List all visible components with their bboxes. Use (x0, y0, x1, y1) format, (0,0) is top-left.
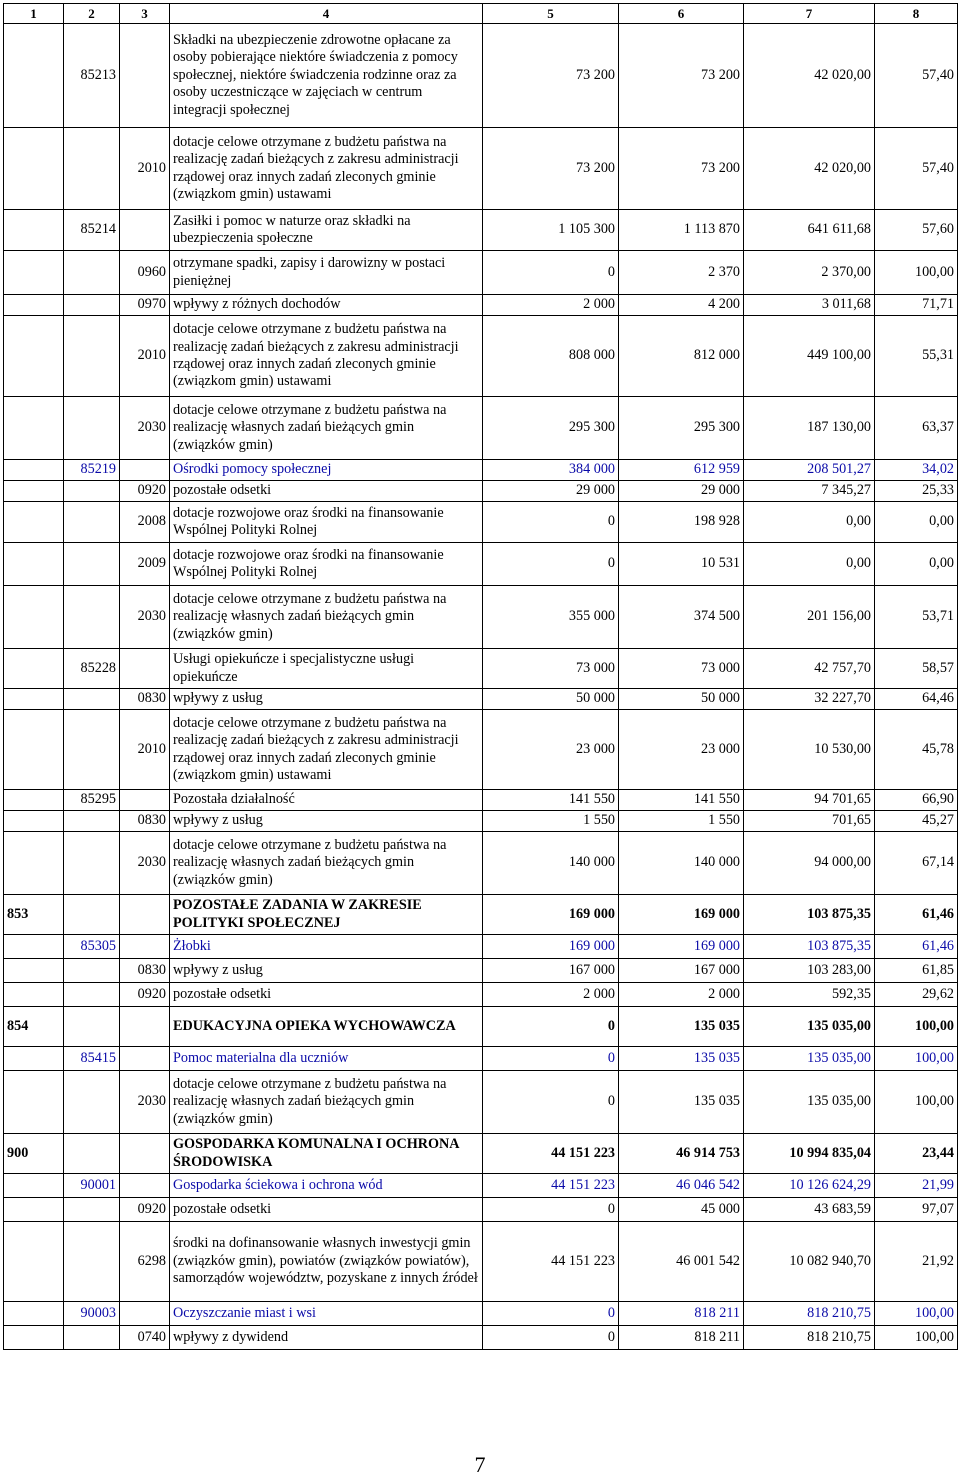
chapter-code (64, 1071, 120, 1134)
plan-after-changes: 23 000 (619, 710, 744, 790)
paragraph-row (4, 1222, 958, 1302)
execution-percent: 23,44 (875, 1134, 958, 1174)
plan-amount: 73 200 (483, 128, 619, 210)
description: Składki na ubezpieczenie zdrowotne opłacane za osoby pobierające niektóre świadczenia z pomocy społecznej, niektóre świadczenia rodzinne oraz za osoby uczestniczące w zajęciach w centrum integracji społecznej (170, 24, 483, 128)
chapter-code (64, 1007, 120, 1047)
description: Zasiłki i pomoc w naturze oraz składki na ubezpieczenia społeczne (170, 210, 483, 251)
paragraph-code: 2009 (120, 543, 170, 586)
execution-percent: 67,14 (875, 832, 958, 895)
execution-amount: 103 283,00 (744, 959, 875, 983)
chapter-row (4, 210, 958, 251)
chapter-code (64, 832, 120, 895)
description: dotacje celowe otrzymane z budżetu państwa na realizację własnych zadań bieżących gmin (związków gmin) (170, 1071, 483, 1134)
paragraph-row (4, 586, 958, 649)
plan-after-changes: 1 550 (619, 811, 744, 832)
paragraph-code: 0920 (120, 481, 170, 502)
paragraph-code: 0830 (120, 689, 170, 710)
plan-after-changes: 818 211 (619, 1326, 744, 1350)
plan-after-changes: 1 113 870 (619, 210, 744, 251)
chapter-code (64, 1198, 120, 1222)
chapter-code: 85305 (64, 935, 120, 959)
plan-after-changes: 135 035 (619, 1047, 744, 1071)
chapter-code: 90003 (64, 1302, 120, 1326)
section-code (4, 251, 64, 295)
execution-percent: 25,33 (875, 481, 958, 502)
paragraph-code (120, 1174, 170, 1198)
chapter-code: 85219 (64, 460, 120, 481)
execution-amount: 94 701,65 (744, 790, 875, 811)
paragraph-code: 0740 (120, 1326, 170, 1350)
execution-amount: 135 035,00 (744, 1071, 875, 1134)
section-code: 854 (4, 1007, 64, 1047)
section-code: 853 (4, 895, 64, 935)
section-code (4, 460, 64, 481)
paragraph-row (4, 832, 958, 895)
paragraph-code: 2010 (120, 710, 170, 790)
paragraph-code: 2010 (120, 128, 170, 210)
execution-percent: 100,00 (875, 1071, 958, 1134)
execution-amount: 42 757,70 (744, 649, 875, 689)
description: wpływy z różnych dochodów (170, 295, 483, 316)
paragraph-code (120, 24, 170, 128)
section-code (4, 959, 64, 983)
plan-amount: 141 550 (483, 790, 619, 811)
paragraph-code: 0960 (120, 251, 170, 295)
chapter-row (4, 460, 958, 481)
section-row (4, 1134, 958, 1174)
section-code (4, 983, 64, 1007)
plan-amount: 0 (483, 1071, 619, 1134)
description: otrzymane spadki, zapisy i darowizny w postaci pieniężnej (170, 251, 483, 295)
plan-amount: 355 000 (483, 586, 619, 649)
chapter-code (64, 983, 120, 1007)
section-code (4, 543, 64, 586)
execution-amount: 10 082 940,70 (744, 1222, 875, 1302)
table-body (4, 4, 958, 1350)
chapter-code: 90001 (64, 1174, 120, 1198)
plan-after-changes: 73 200 (619, 128, 744, 210)
plan-after-changes: 169 000 (619, 895, 744, 935)
execution-amount: 208 501,27 (744, 460, 875, 481)
section-code: 900 (4, 1134, 64, 1174)
paragraph-code: 0920 (120, 983, 170, 1007)
execution-amount: 7 345,27 (744, 481, 875, 502)
plan-amount: 0 (483, 1198, 619, 1222)
paragraph-code: 2010 (120, 316, 170, 397)
description: Ośrodki pomocy społecznej (170, 460, 483, 481)
paragraph-row (4, 959, 958, 983)
description: dotacje rozwojowe oraz środki na finansowanie Wspólnej Polityki Rolnej (170, 543, 483, 586)
execution-percent: 53,71 (875, 586, 958, 649)
execution-percent: 21,92 (875, 1222, 958, 1302)
chapter-code: 85214 (64, 210, 120, 251)
execution-percent: 29,62 (875, 983, 958, 1007)
description: dotacje celowe otrzymane z budżetu państwa na realizację własnych zadań bieżących gmin (związków gmin) (170, 832, 483, 895)
description: Gospodarka ściekowa i ochrona wód (170, 1174, 483, 1198)
chapter-code (64, 251, 120, 295)
paragraph-row (4, 983, 958, 1007)
plan-after-changes: 4 200 (619, 295, 744, 316)
plan-amount: 169 000 (483, 895, 619, 935)
execution-amount: 201 156,00 (744, 586, 875, 649)
execution-amount: 0,00 (744, 502, 875, 543)
execution-percent: 63,37 (875, 397, 958, 460)
description: GOSPODARKA KOMUNALNA I OCHRONA ŚRODOWISKA (170, 1134, 483, 1174)
paragraph-code (120, 1007, 170, 1047)
execution-percent: 45,27 (875, 811, 958, 832)
section-code (4, 128, 64, 210)
section-code (4, 1222, 64, 1302)
chapter-code (64, 128, 120, 210)
description: pozostałe odsetki (170, 1198, 483, 1222)
plan-after-changes: 141 550 (619, 790, 744, 811)
paragraph-code: 2030 (120, 397, 170, 460)
execution-amount: 42 020,00 (744, 128, 875, 210)
execution-percent: 55,31 (875, 316, 958, 397)
page-number: 7 (474, 1452, 486, 1477)
description: POZOSTAŁE ZADANIA W ZAKRESIE POLITYKI SPOŁECZNEJ (170, 895, 483, 935)
column-number: 2 (64, 4, 120, 24)
paragraph-row (4, 1071, 958, 1134)
execution-amount: 135 035,00 (744, 1007, 875, 1047)
execution-percent: 58,57 (875, 649, 958, 689)
execution-amount: 43 683,59 (744, 1198, 875, 1222)
paragraph-code (120, 935, 170, 959)
plan-after-changes: 46 914 753 (619, 1134, 744, 1174)
plan-amount: 1 105 300 (483, 210, 619, 251)
paragraph-row (4, 811, 958, 832)
paragraph-row (4, 502, 958, 543)
paragraph-code: 6298 (120, 1222, 170, 1302)
chapter-code (64, 543, 120, 586)
plan-amount: 295 300 (483, 397, 619, 460)
chapter-row (4, 1302, 958, 1326)
execution-amount: 701,65 (744, 811, 875, 832)
chapter-code (64, 811, 120, 832)
section-code (4, 689, 64, 710)
chapter-code: 85295 (64, 790, 120, 811)
execution-percent: 57,40 (875, 128, 958, 210)
execution-percent: 34,02 (875, 460, 958, 481)
execution-percent: 100,00 (875, 251, 958, 295)
description: pozostałe odsetki (170, 481, 483, 502)
chapter-row (4, 935, 958, 959)
section-code (4, 586, 64, 649)
plan-amount: 0 (483, 1326, 619, 1350)
execution-percent: 61,46 (875, 935, 958, 959)
plan-after-changes: 135 035 (619, 1007, 744, 1047)
execution-amount: 135 035,00 (744, 1047, 875, 1071)
plan-after-changes: 73 000 (619, 649, 744, 689)
plan-after-changes: 140 000 (619, 832, 744, 895)
section-code (4, 790, 64, 811)
paragraph-code (120, 895, 170, 935)
column-number: 5 (483, 4, 619, 24)
plan-amount: 73 200 (483, 24, 619, 128)
plan-amount: 2 000 (483, 295, 619, 316)
chapter-code (64, 895, 120, 935)
chapter-code (64, 959, 120, 983)
chapter-code (64, 316, 120, 397)
description: dotacje celowe otrzymane z budżetu państwa na realizację zadań bieżących z zakresu administracji rządowej oraz innych zadań zleconych gminie (związkom gmin) ustawami (170, 710, 483, 790)
plan-amount: 0 (483, 1302, 619, 1326)
plan-after-changes: 46 046 542 (619, 1174, 744, 1198)
chapter-code: 85228 (64, 649, 120, 689)
description: Usługi opiekuńcze i specjalistyczne usługi opiekuńcze (170, 649, 483, 689)
execution-percent: 71,71 (875, 295, 958, 316)
execution-percent: 57,40 (875, 24, 958, 128)
chapter-code: 85415 (64, 1047, 120, 1071)
plan-amount: 44 151 223 (483, 1174, 619, 1198)
section-code (4, 24, 64, 128)
execution-amount: 818 210,75 (744, 1302, 875, 1326)
plan-after-changes: 818 211 (619, 1302, 744, 1326)
plan-after-changes: 374 500 (619, 586, 744, 649)
chapter-code (64, 586, 120, 649)
chapter-code (64, 397, 120, 460)
plan-amount: 2 000 (483, 983, 619, 1007)
section-code (4, 710, 64, 790)
paragraph-row (4, 689, 958, 710)
chapter-code (64, 502, 120, 543)
description: Oczyszczanie miast i wsi (170, 1302, 483, 1326)
execution-percent: 64,46 (875, 689, 958, 710)
section-code (4, 1326, 64, 1350)
paragraph-code: 0920 (120, 1198, 170, 1222)
paragraph-code (120, 460, 170, 481)
plan-amount: 23 000 (483, 710, 619, 790)
paragraph-code (120, 1047, 170, 1071)
execution-amount: 449 100,00 (744, 316, 875, 397)
column-number: 8 (875, 4, 958, 24)
plan-after-changes: 169 000 (619, 935, 744, 959)
paragraph-code (120, 790, 170, 811)
section-code (4, 1198, 64, 1222)
paragraph-code: 0830 (120, 959, 170, 983)
plan-amount: 44 151 223 (483, 1134, 619, 1174)
plan-after-changes: 295 300 (619, 397, 744, 460)
plan-after-changes: 2 000 (619, 983, 744, 1007)
paragraph-code: 2030 (120, 832, 170, 895)
section-code (4, 397, 64, 460)
plan-amount: 140 000 (483, 832, 619, 895)
chapter-code (64, 1134, 120, 1174)
execution-amount: 10 530,00 (744, 710, 875, 790)
execution-amount: 2 370,00 (744, 251, 875, 295)
execution-percent: 66,90 (875, 790, 958, 811)
chapter-row (4, 1174, 958, 1198)
section-code (4, 1174, 64, 1198)
paragraph-code (120, 210, 170, 251)
column-number: 4 (170, 4, 483, 24)
chapter-row (4, 24, 958, 128)
chapter-code (64, 481, 120, 502)
plan-amount: 1 550 (483, 811, 619, 832)
execution-percent: 21,99 (875, 1174, 958, 1198)
plan-amount: 0 (483, 502, 619, 543)
execution-percent: 0,00 (875, 502, 958, 543)
description: Żłobki (170, 935, 483, 959)
description: Pozostała działalność (170, 790, 483, 811)
plan-amount: 384 000 (483, 460, 619, 481)
plan-after-changes: 45 000 (619, 1198, 744, 1222)
paragraph-code: 0970 (120, 295, 170, 316)
description: dotacje celowe otrzymane z budżetu państwa na realizację zadań bieżących z zakresu administracji rządowej oraz innych zadań zleconych gminie (związkom gmin) ustawami (170, 128, 483, 210)
paragraph-row (4, 710, 958, 790)
execution-percent: 100,00 (875, 1326, 958, 1350)
section-code (4, 1302, 64, 1326)
plan-after-changes: 812 000 (619, 316, 744, 397)
plan-after-changes: 612 959 (619, 460, 744, 481)
plan-amount: 0 (483, 1007, 619, 1047)
plan-amount: 0 (483, 1047, 619, 1071)
plan-amount: 29 000 (483, 481, 619, 502)
section-code (4, 1071, 64, 1134)
paragraph-code: 2030 (120, 586, 170, 649)
description: środki na dofinansowanie własnych inwestycji gmin (związków gmin), powiatów (związków powiatów), samorządów województw, pozyskane z innych źródeł (170, 1222, 483, 1302)
execution-percent: 45,78 (875, 710, 958, 790)
paragraph-code: 0830 (120, 811, 170, 832)
section-code (4, 210, 64, 251)
plan-after-changes: 135 035 (619, 1071, 744, 1134)
description: pozostałe odsetki (170, 983, 483, 1007)
section-code (4, 811, 64, 832)
plan-amount: 0 (483, 543, 619, 586)
plan-amount: 50 000 (483, 689, 619, 710)
execution-percent: 97,07 (875, 1198, 958, 1222)
plan-after-changes: 10 531 (619, 543, 744, 586)
column-number: 3 (120, 4, 170, 24)
plan-amount: 73 000 (483, 649, 619, 689)
paragraph-row (4, 316, 958, 397)
section-code (4, 649, 64, 689)
plan-amount: 808 000 (483, 316, 619, 397)
execution-amount: 94 000,00 (744, 832, 875, 895)
plan-after-changes: 46 001 542 (619, 1222, 744, 1302)
paragraph-code: 2030 (120, 1071, 170, 1134)
paragraph-row (4, 1198, 958, 1222)
execution-percent: 100,00 (875, 1302, 958, 1326)
description: dotacje celowe otrzymane z budżetu państwa na realizację własnych zadań bieżących gmin (związków gmin) (170, 586, 483, 649)
section-code (4, 1047, 64, 1071)
paragraph-code (120, 649, 170, 689)
execution-amount: 3 011,68 (744, 295, 875, 316)
paragraph-row (4, 251, 958, 295)
execution-amount: 42 020,00 (744, 24, 875, 128)
description: wpływy z usług (170, 959, 483, 983)
execution-amount: 103 875,35 (744, 935, 875, 959)
budget-table (3, 3, 958, 1350)
column-number-row (4, 4, 958, 24)
plan-amount: 169 000 (483, 935, 619, 959)
paragraph-code: 2008 (120, 502, 170, 543)
chapter-code: 85213 (64, 24, 120, 128)
execution-amount: 187 130,00 (744, 397, 875, 460)
plan-after-changes: 198 928 (619, 502, 744, 543)
column-number: 7 (744, 4, 875, 24)
description: Pomoc materialna dla uczniów (170, 1047, 483, 1071)
plan-amount: 167 000 (483, 959, 619, 983)
paragraph-row (4, 295, 958, 316)
section-row (4, 895, 958, 935)
chapter-code (64, 689, 120, 710)
plan-after-changes: 2 370 (619, 251, 744, 295)
description: EDUKACYJNA OPIEKA WYCHOWAWCZA (170, 1007, 483, 1047)
column-number: 1 (4, 4, 64, 24)
plan-amount: 44 151 223 (483, 1222, 619, 1302)
chapter-code (64, 295, 120, 316)
paragraph-code (120, 1302, 170, 1326)
chapter-row (4, 1047, 958, 1071)
paragraph-row (4, 397, 958, 460)
section-code (4, 295, 64, 316)
execution-amount: 592,35 (744, 983, 875, 1007)
execution-amount: 818 210,75 (744, 1326, 875, 1350)
execution-amount: 641 611,68 (744, 210, 875, 251)
section-row (4, 1007, 958, 1047)
paragraph-row (4, 1326, 958, 1350)
execution-percent: 61,85 (875, 959, 958, 983)
execution-amount: 10 126 624,29 (744, 1174, 875, 1198)
description: wpływy z usług (170, 689, 483, 710)
plan-after-changes: 50 000 (619, 689, 744, 710)
plan-after-changes: 73 200 (619, 24, 744, 128)
column-number: 6 (619, 4, 744, 24)
description: dotacje rozwojowe oraz środki na finansowanie Wspólnej Polityki Rolnej (170, 502, 483, 543)
execution-percent: 100,00 (875, 1007, 958, 1047)
description: wpływy z dywidend (170, 1326, 483, 1350)
chapter-row (4, 790, 958, 811)
chapter-code (64, 1326, 120, 1350)
section-code (4, 935, 64, 959)
execution-percent: 100,00 (875, 1047, 958, 1071)
section-code (4, 502, 64, 543)
execution-percent: 0,00 (875, 543, 958, 586)
description: wpływy z usług (170, 811, 483, 832)
plan-after-changes: 167 000 (619, 959, 744, 983)
chapter-code (64, 710, 120, 790)
paragraph-row (4, 128, 958, 210)
plan-amount: 0 (483, 251, 619, 295)
execution-amount: 10 994 835,04 (744, 1134, 875, 1174)
chapter-row (4, 649, 958, 689)
section-code (4, 832, 64, 895)
plan-after-changes: 29 000 (619, 481, 744, 502)
section-code (4, 481, 64, 502)
paragraph-row (4, 543, 958, 586)
paragraph-row (4, 481, 958, 502)
execution-amount: 32 227,70 (744, 689, 875, 710)
description: dotacje celowe otrzymane z budżetu państwa na realizację własnych zadań bieżących gmin (związków gmin) (170, 397, 483, 460)
execution-percent: 61,46 (875, 895, 958, 935)
chapter-code (64, 1222, 120, 1302)
execution-percent: 57,60 (875, 210, 958, 251)
description: dotacje celowe otrzymane z budżetu państwa na realizację zadań bieżących z zakresu administracji rządowej oraz innych zadań zleconych gminie (związkom gmin) ustawami (170, 316, 483, 397)
execution-amount: 0,00 (744, 543, 875, 586)
section-code (4, 316, 64, 397)
paragraph-code (120, 1134, 170, 1174)
execution-amount: 103 875,35 (744, 895, 875, 935)
